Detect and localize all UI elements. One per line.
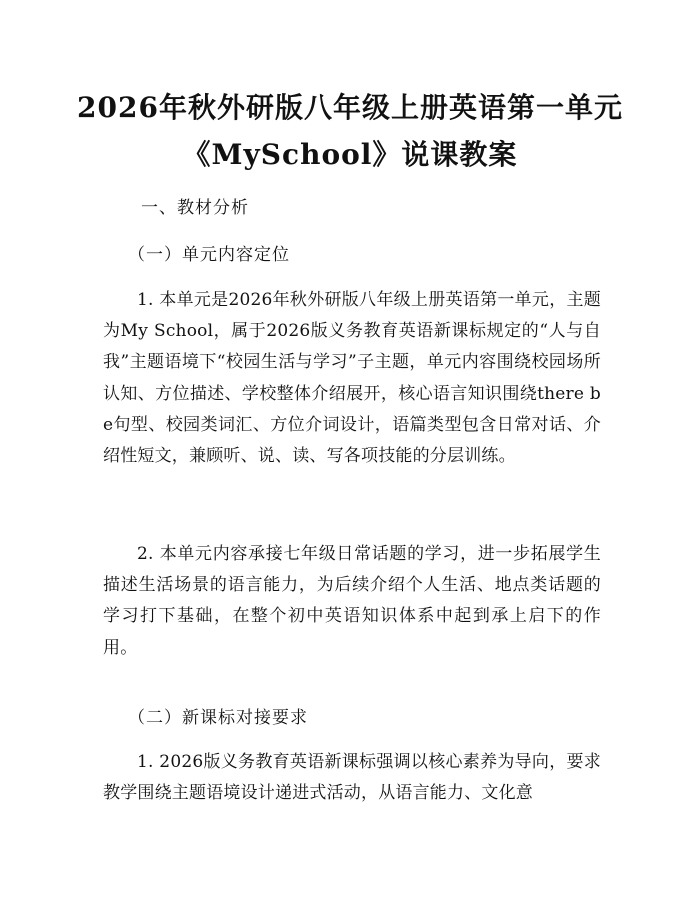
paragraph-curriculum-guidance: 1. 2026版义务教育英语新课标强调以核心素养为导向，要求教学围绕主题语境设计递进式活动，从语言能力、文化意 bbox=[103, 752, 601, 804]
document-title-line-2: 《MySchool》说课教案 bbox=[182, 138, 518, 171]
document-title-line-1: 2026年秋外研版八年级上册英语第一单元 bbox=[77, 91, 623, 124]
subsection-heading-unit-positioning: （一）单元内容定位 bbox=[128, 245, 290, 265]
subsection-heading-curriculum-requirements: （二）新课标对接要求 bbox=[128, 708, 308, 728]
paragraph-unit-overview: 1. 本单元是2026年秋外研版八年级上册英语第一单元，主题为My School，属于2026版义务教育英语新课标规定的“人与自我”主题语境下“校园生活与学习”子主题，单元内容围绕校园场所认知、方位描述、学校整体介绍展开，核心语言知识围绕there be句型、校园类词汇、方位介词设计，语篇类型包含日常对话、介绍性短文，兼顾听、说、读、写各项技能的分层训练。 bbox=[103, 290, 601, 467]
paragraph-unit-connection: 2. 本单元内容承接七年级日常话题的学习，进一步拓展学生描述生活场景的语言能力，为后续介绍个人生活、地点类话题的学习打下基础，在整个初中英语知识体系中起到承上启下的作用。 bbox=[103, 544, 601, 658]
section-heading-textbook-analysis: 一、教材分析 bbox=[141, 198, 249, 218]
